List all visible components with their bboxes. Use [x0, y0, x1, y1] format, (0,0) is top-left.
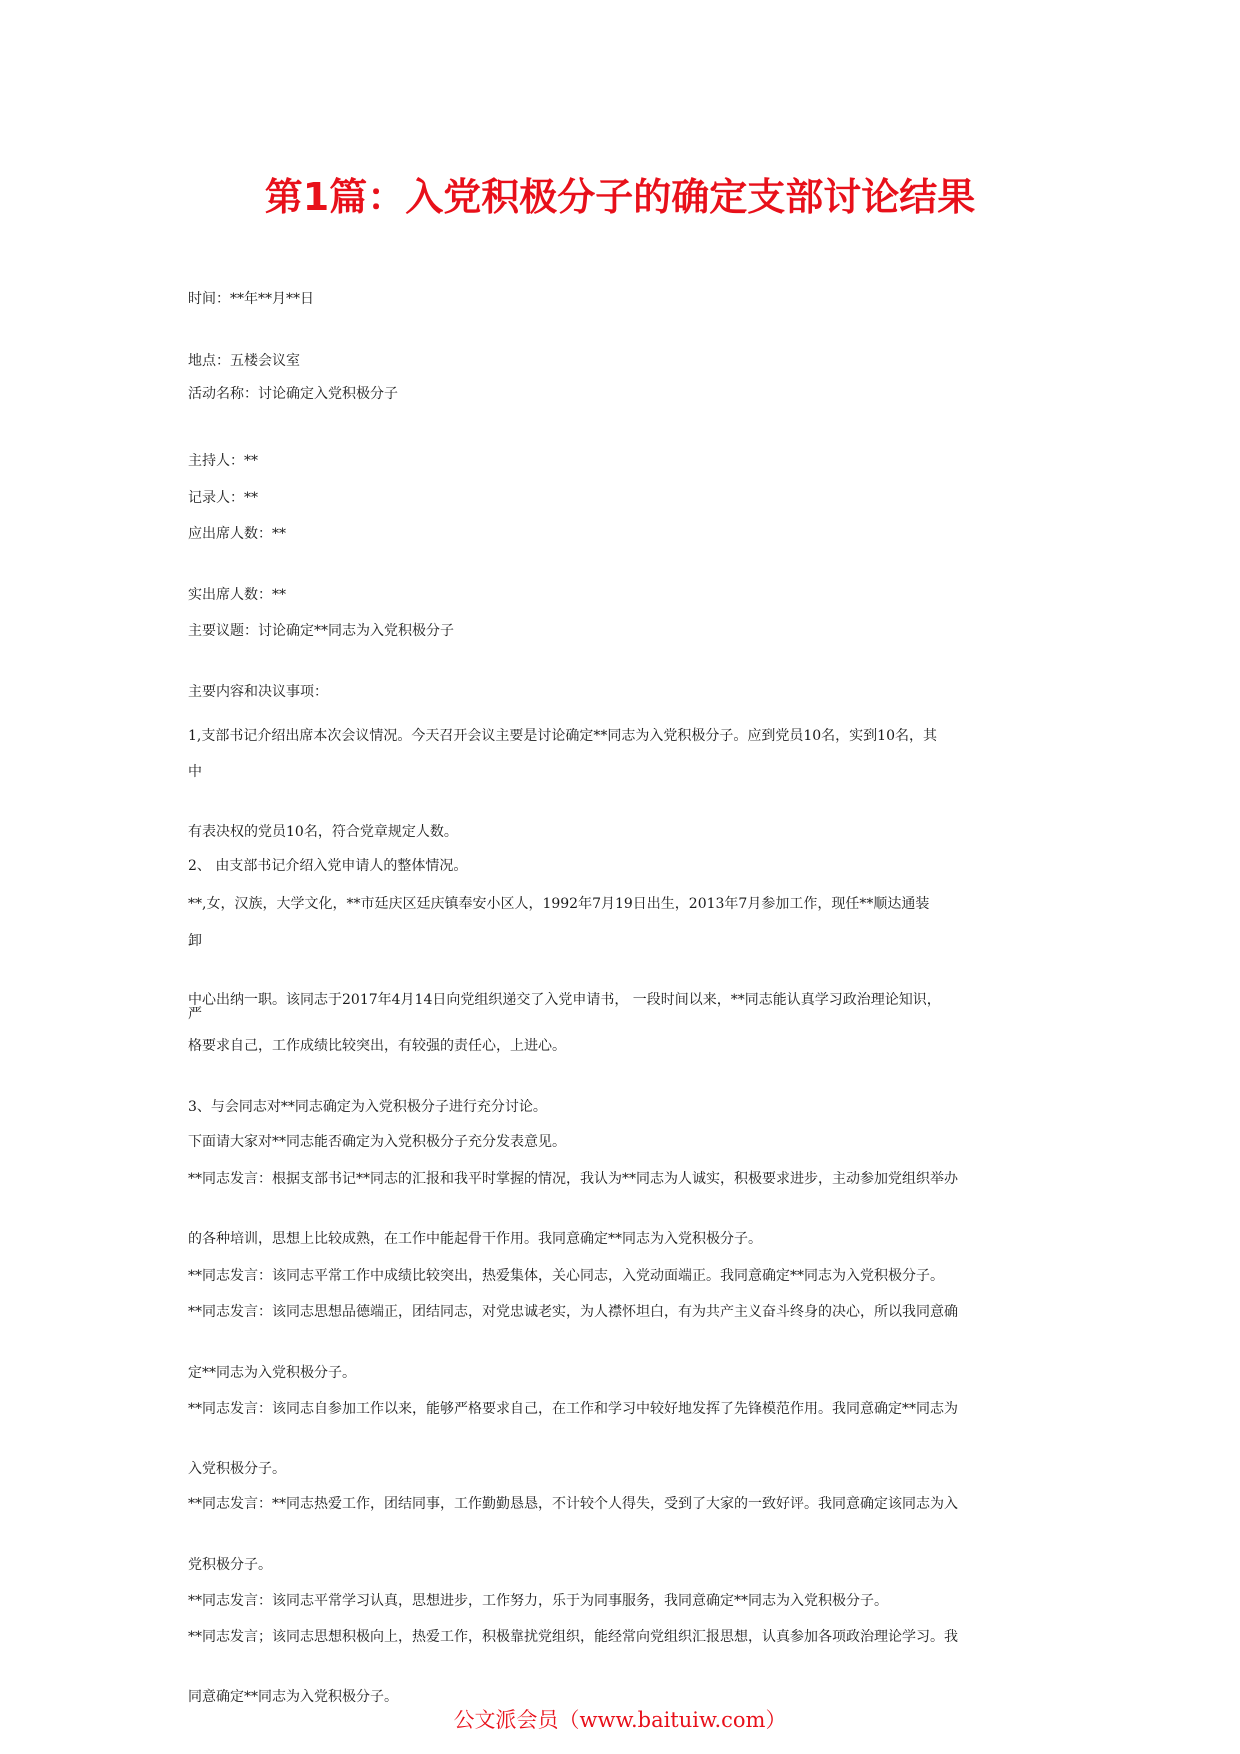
- paragraph-line: **同志发言：该同志平常学习认真，思想进步，工作努力，乐于为同事服务，我同意确定**同志为入党积极分子。: [188, 1593, 888, 1609]
- actual-attendance: 实出席人数：**: [188, 587, 286, 603]
- footer-watermark: 公文派会员（www.baituiw.com）: [453, 1708, 787, 1732]
- paragraph-line: 下面请大家对**同志能否确定为入党积极分子充分发表意见。: [188, 1134, 566, 1150]
- paragraph-line: 2、 由支部书记介绍入党申请人的整体情况。: [188, 858, 468, 874]
- paragraph-line: 入党积极分子。: [188, 1461, 286, 1477]
- meeting-location: 地点：五楼会议室: [188, 353, 300, 369]
- paragraph-line: 格要求自己，工作成绩比较突出，有较强的责任心，上进心。: [188, 1038, 566, 1054]
- paragraph-line: 的各种培训，思想上比较成熟，在工作中能起骨干作用。我同意确定**同志为入党积极分子。: [188, 1231, 762, 1247]
- paragraph-line: 1,支部书记介绍出席本次会议情况。今天召开会议主要是讨论确定**同志为入党积极分子。应到党员10名，实到10名，其: [188, 728, 937, 744]
- paragraph-line: 同意确定**同志为入党积极分子。: [188, 1689, 398, 1705]
- paragraph-line: 严: [188, 1006, 202, 1022]
- expected-attendance: 应出席人数：**: [188, 526, 286, 542]
- paragraph-line: 有表决权的党员10名，符合党章规定人数。: [188, 824, 458, 840]
- paragraph-line: **同志发言；该同志思想积极向上，热爱工作，积极靠扰党组织，能经常向党组织汇报思想，认真参加各项政治理论学习。我: [188, 1629, 958, 1645]
- meeting-time: 时间：**年**月**日: [188, 291, 314, 307]
- main-topic: 主要议题：讨论确定**同志为入党积极分子: [188, 623, 454, 639]
- paragraph-line: **同志发言：**同志热爱工作，团结同事，工作勤勤恳恳，不计较个人得失，受到了大家的一致好评。我同意确定该同志为入: [188, 1496, 958, 1512]
- paragraph-line: **同志发言：该同志思想品德端正，团结同志，对党忠诚老实，为人襟怀坦白，有为共产主义奋斗终身的决心，所以我同意确: [188, 1304, 958, 1320]
- paragraph-line: **同志发言：该同志平常工作中成绩比较突出，热爱集体，关心同志，入党动面端正。我同意确定**同志为入党积极分子。: [188, 1268, 944, 1284]
- recorder: 记录人：**: [188, 490, 258, 506]
- activity-name: 活动名称：讨论确定入党积极分子: [188, 386, 398, 402]
- paragraph-line: **,女，汉族，大学文化，**市廷庆区廷庆镇奉安小区人，1992年7月19日出生，2013年7月参加工作，现任**顺达通装: [188, 896, 930, 912]
- paragraph-line: **同志发言：根据支部书记**同志的汇报和我平时掌握的情况，我认为**同志为人诚实，积极要求进步，主动参加党组织举办: [188, 1171, 958, 1187]
- paragraph-line: 定**同志为入党积极分子。: [188, 1365, 356, 1381]
- paragraph-line: 卸: [188, 933, 202, 949]
- paragraph-line: 中心出纳一职。该同志于2017年4月14日向党组织递交了入党申请书， 一段时间以来，**同志能认真学习政治理论知识，: [188, 992, 941, 1008]
- paragraph-line: 3、与会同志对**同志确定为入党积极分子进行充分讨论。: [188, 1099, 547, 1115]
- section-heading: 主要内容和决议事项：: [188, 684, 328, 700]
- paragraph-line: 中: [188, 764, 202, 780]
- paragraph-line: **同志发言：该同志自参加工作以来，能够严格要求自己，在工作和学习中较好地发挥了先锋模范作用。我同意确定**同志为: [188, 1401, 958, 1417]
- document-title: 第1篇：入党积极分子的确定支部讨论结果: [264, 175, 976, 219]
- host: 主持人：**: [188, 453, 258, 469]
- paragraph-line: 党积极分子。: [188, 1557, 272, 1573]
